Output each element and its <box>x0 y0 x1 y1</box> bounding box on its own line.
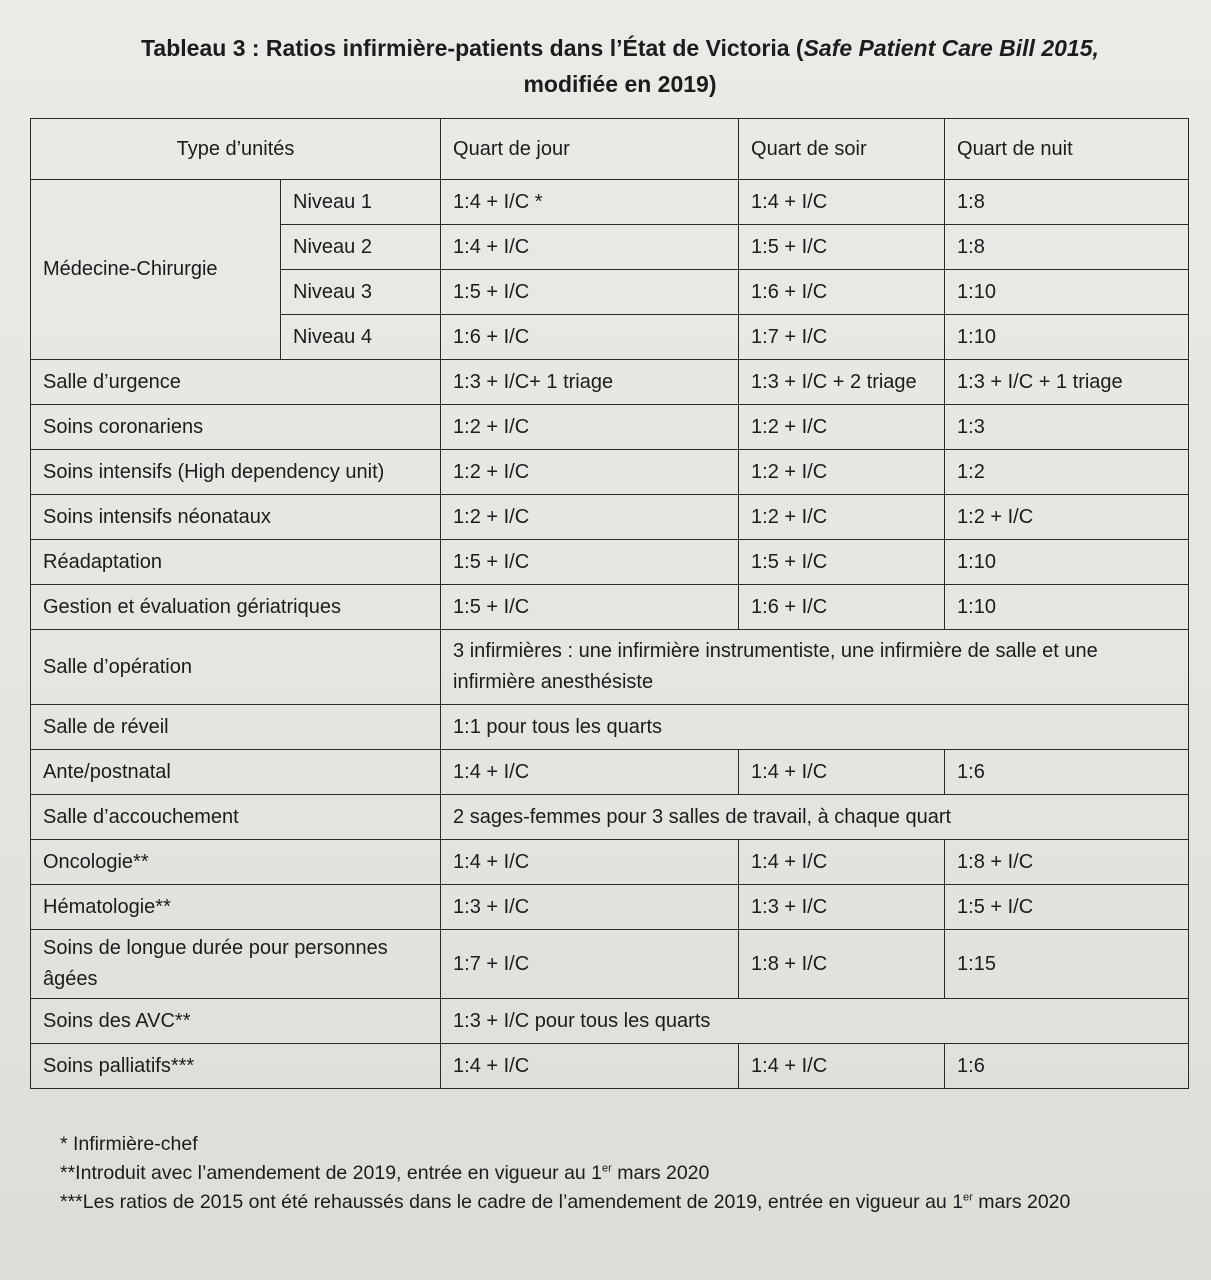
night-ratio: 1:10 <box>945 585 1189 630</box>
title-italic: Safe Patient Care Bill 2015, <box>803 35 1099 61</box>
table-row <box>31 1044 1189 1089</box>
unit-name: Soins coronariens <box>31 405 441 450</box>
table-header-row <box>31 119 1189 180</box>
header-night-shift: Quart de nuit <box>945 119 1189 180</box>
evening-ratio: 1:2 + I/C <box>739 495 945 540</box>
table-row <box>31 630 1189 705</box>
table-row <box>31 999 1189 1044</box>
day-ratio: 1:3 + I/C+ 1 triage <box>441 360 739 405</box>
table-row <box>31 840 1189 885</box>
day-ratio: 1:4 + I/C <box>441 225 739 270</box>
level-cell: Niveau 4 <box>281 315 441 360</box>
night-ratio: 1:6 <box>945 750 1189 795</box>
night-ratio: 1:8 + I/C <box>945 840 1189 885</box>
table-row <box>31 750 1189 795</box>
day-ratio: 1:2 + I/C <box>441 450 739 495</box>
table-row <box>31 405 1189 450</box>
night-ratio: 1:2 <box>945 450 1189 495</box>
night-ratio: 1:8 <box>945 180 1189 225</box>
unit-name: Salle d’accouchement <box>31 795 441 840</box>
day-ratio: 1:4 + I/C <box>441 750 739 795</box>
night-ratio: 1:6 <box>945 1044 1189 1089</box>
evening-ratio: 1:8 + I/C <box>739 930 945 999</box>
table-row <box>31 705 1189 750</box>
evening-ratio: 1:5 + I/C <box>739 540 945 585</box>
day-ratio: 1:4 + I/C <box>441 1044 739 1089</box>
table-row <box>31 180 1189 225</box>
title-suffix: modifiée en 2019) <box>523 71 717 97</box>
day-ratio: 1:5 + I/C <box>441 540 739 585</box>
unit-name: Oncologie** <box>31 840 441 885</box>
day-ratio: 1:2 + I/C <box>441 495 739 540</box>
header-evening-shift: Quart de soir <box>739 119 945 180</box>
footnotes <box>60 1130 1180 1217</box>
table-row <box>31 795 1189 840</box>
level-cell: Niveau 1 <box>281 180 441 225</box>
unit-name: Soins des AVC** <box>31 999 441 1044</box>
level-cell: Niveau 3 <box>281 270 441 315</box>
night-ratio: 1:15 <box>945 930 1189 999</box>
unit-name: Soins intensifs (High dependency unit) <box>31 450 441 495</box>
footnote-3-text: ***Les ratios de 2015 ont été rehaussés dans le cadre de l’amendement de 2019, entrée en vigueur au 1 <box>60 1191 964 1213</box>
night-ratio: 1:10 <box>945 270 1189 315</box>
table-row <box>31 360 1189 405</box>
table-row <box>31 540 1189 585</box>
footnote-2 <box>60 1159 1180 1188</box>
evening-ratio: 1:6 + I/C <box>739 270 945 315</box>
evening-ratio: 1:5 + I/C <box>739 225 945 270</box>
footnote-3-end: mars 2020 <box>972 1191 1071 1213</box>
unit-name-med-chir: Médecine-Chirurgie <box>31 180 281 360</box>
footnote-2-sup: er <box>602 1162 612 1175</box>
evening-ratio: 1:3 + I/C <box>739 885 945 930</box>
ratios-table <box>30 118 1189 1089</box>
all-shifts-ratio: 3 infirmières : une infirmière instrumentiste, une infirmière de salle et une infirmière anesthésiste <box>441 630 1189 705</box>
footnote-3 <box>60 1188 1180 1217</box>
day-ratio: 1:4 + I/C <box>441 840 739 885</box>
footnote-3-sup: er <box>963 1191 973 1204</box>
night-ratio: 1:2 + I/C <box>945 495 1189 540</box>
evening-ratio: 1:7 + I/C <box>739 315 945 360</box>
unit-name: Ante/postnatal <box>31 750 441 795</box>
unit-name: Salle d’opération <box>31 630 441 705</box>
table-title <box>40 30 1200 102</box>
level-cell: Niveau 2 <box>281 225 441 270</box>
night-ratio: 1:3 <box>945 405 1189 450</box>
day-ratio: 1:6 + I/C <box>441 315 739 360</box>
night-ratio: 1:10 <box>945 315 1189 360</box>
header-day-shift: Quart de jour <box>441 119 739 180</box>
table-row <box>31 495 1189 540</box>
unit-name: Salle de réveil <box>31 705 441 750</box>
day-ratio: 1:4 + I/C * <box>441 180 739 225</box>
table-row <box>31 450 1189 495</box>
day-ratio: 1:2 + I/C <box>441 405 739 450</box>
evening-ratio: 1:6 + I/C <box>739 585 945 630</box>
day-ratio: 1:7 + I/C <box>441 930 739 999</box>
footnote-2-end: mars 2020 <box>611 1162 710 1184</box>
unit-name: Réadaptation <box>31 540 441 585</box>
day-ratio: 1:5 + I/C <box>441 270 739 315</box>
table-row <box>31 585 1189 630</box>
footnote-1: * Infirmière-chef <box>60 1133 198 1155</box>
night-ratio: 1:3 + I/C + 1 triage <box>945 360 1189 405</box>
evening-ratio: 1:4 + I/C <box>739 750 945 795</box>
evening-ratio: 1:4 + I/C <box>739 1044 945 1089</box>
unit-name: Soins intensifs néonataux <box>31 495 441 540</box>
evening-ratio: 1:4 + I/C <box>739 180 945 225</box>
unit-name: Soins de longue durée pour personnes âgées <box>31 930 441 999</box>
unit-name: Soins palliatifs*** <box>31 1044 441 1089</box>
all-shifts-ratio: 1:1 pour tous les quarts <box>441 705 1189 750</box>
night-ratio: 1:10 <box>945 540 1189 585</box>
evening-ratio: 1:2 + I/C <box>739 450 945 495</box>
day-ratio: 1:3 + I/C <box>441 885 739 930</box>
header-unit-type: Type d’unités <box>31 119 441 180</box>
unit-name: Salle d’urgence <box>31 360 441 405</box>
night-ratio: 1:5 + I/C <box>945 885 1189 930</box>
unit-name: Hématologie** <box>31 885 441 930</box>
title-text: Tableau 3 : Ratios infirmière-patients dans l’État de Victoria ( <box>141 35 804 61</box>
footnote-2-text: **Introduit avec l’amendement de 2019, entrée en vigueur au 1 <box>60 1162 603 1184</box>
table-row <box>31 885 1189 930</box>
night-ratio: 1:8 <box>945 225 1189 270</box>
all-shifts-ratio: 2 sages-femmes pour 3 salles de travail, à chaque quart <box>441 795 1189 840</box>
day-ratio: 1:5 + I/C <box>441 585 739 630</box>
table-row <box>31 930 1189 999</box>
evening-ratio: 1:4 + I/C <box>739 840 945 885</box>
all-shifts-ratio: 1:3 + I/C pour tous les quarts <box>441 999 1189 1044</box>
evening-ratio: 1:2 + I/C <box>739 405 945 450</box>
unit-name: Gestion et évaluation gériatriques <box>31 585 441 630</box>
evening-ratio: 1:3 + I/C + 2 triage <box>739 360 945 405</box>
